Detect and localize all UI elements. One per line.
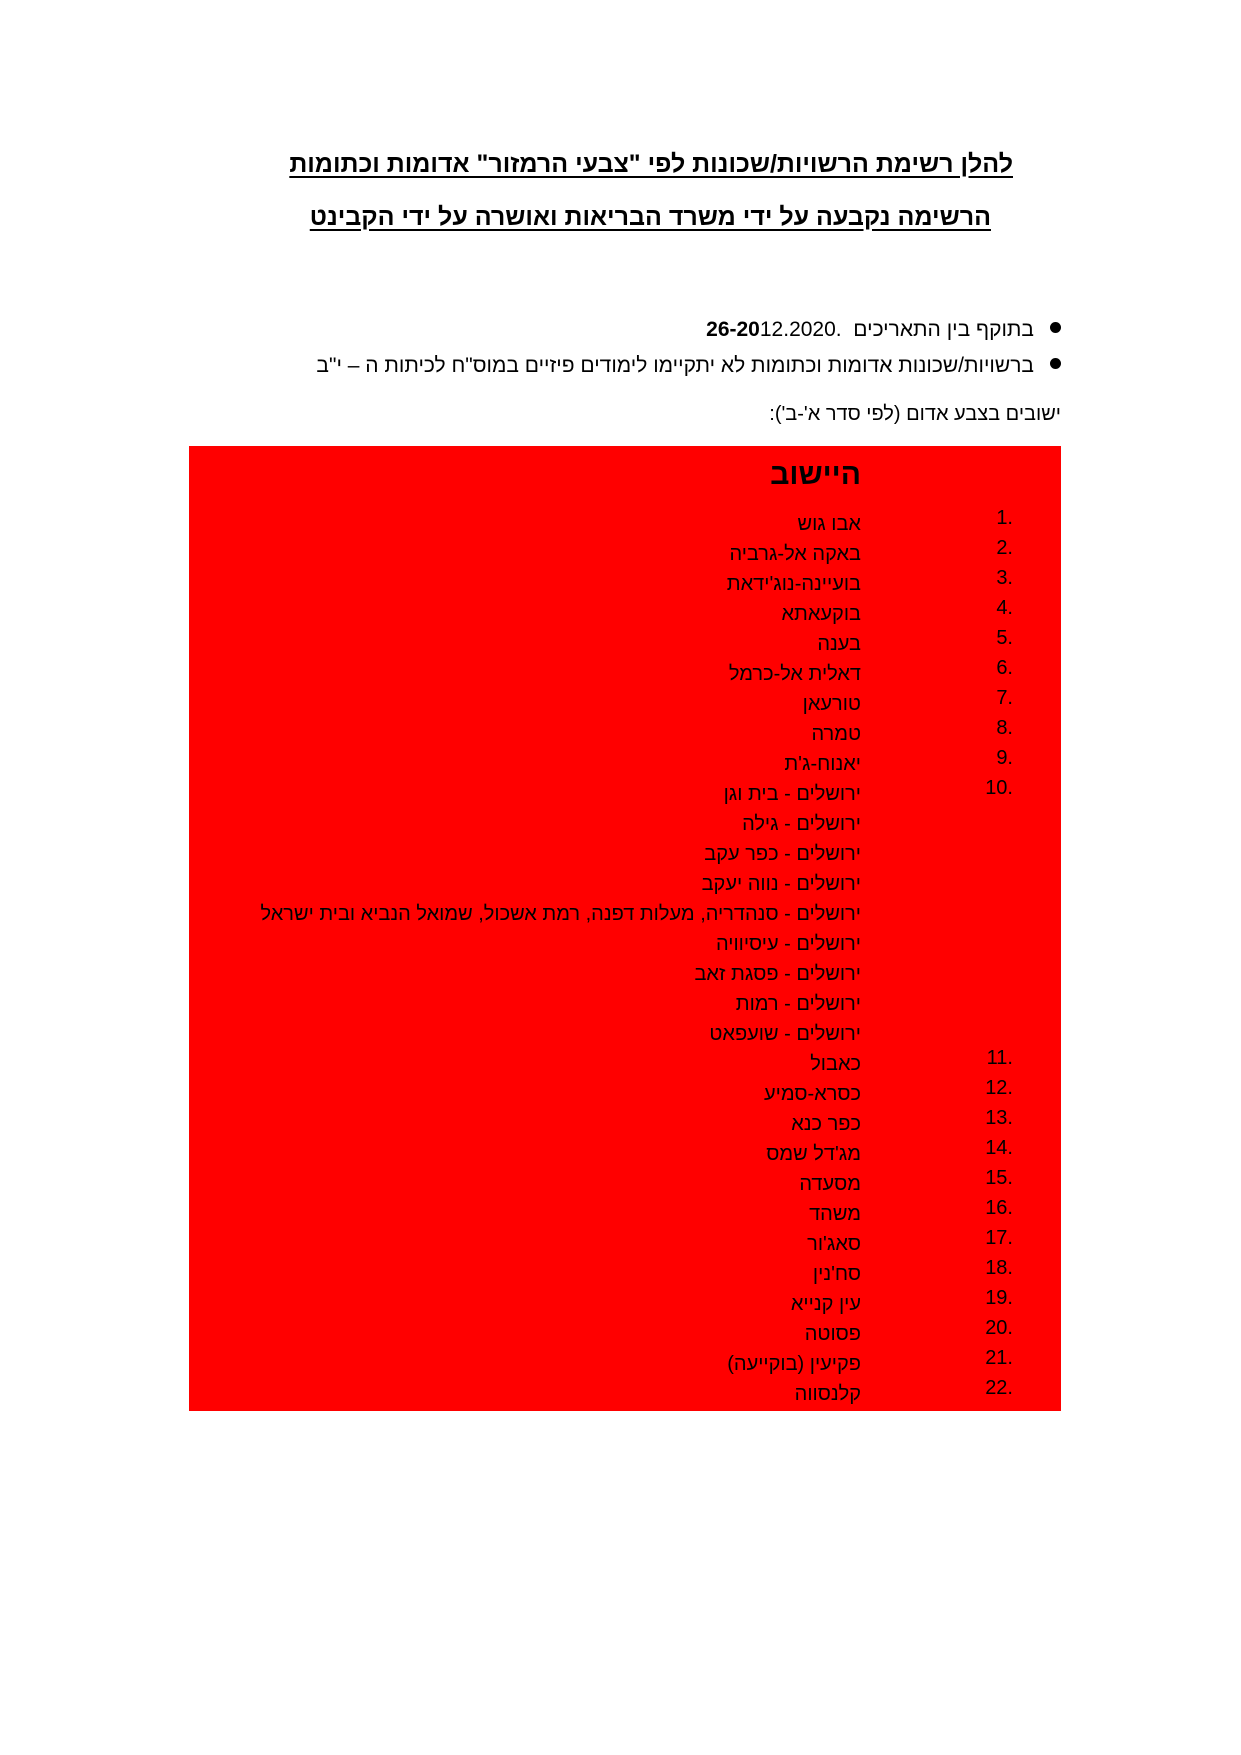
town-name: יאנוח-ג'ת	[784, 753, 861, 775]
table-row	[189, 687, 1061, 723]
town-name: ירושלים - רמות	[735, 993, 861, 1015]
town-name: ירושלים - כפר עקב	[704, 843, 861, 865]
row-number: 12.	[985, 1077, 1013, 1099]
town-name: טמרה	[811, 723, 861, 745]
bullet-dot-icon	[1050, 358, 1061, 369]
row-number: 11.	[986, 1047, 1013, 1069]
bullet-no-classes-text: ברשויות/שכונות אדומות וכתומות לא יתקיימו לימודים פיזיים במוס"ח לכיתות ה – י"ב	[316, 354, 1034, 377]
table-row	[189, 1167, 1061, 1203]
heading-line-1: להלן רשימת הרשויות/שכונות לפי "צבעי הרמזור" אדומות וכתומות	[289, 150, 1013, 178]
red-towns-table	[189, 446, 1061, 1411]
table-row	[189, 843, 1061, 873]
table-row	[189, 903, 1061, 933]
table-row	[189, 1377, 1061, 1413]
table-row	[189, 1023, 1061, 1053]
table-row	[189, 537, 1061, 573]
table-header: היישוב	[770, 458, 861, 491]
town-name: כפר כנא	[791, 1113, 861, 1135]
row-number: 6.	[996, 657, 1013, 679]
table-row	[189, 1227, 1061, 1263]
row-number: 18.	[985, 1257, 1013, 1279]
table-row	[189, 1107, 1061, 1143]
town-name: ירושלים - בית וגן	[723, 783, 861, 805]
table-row	[189, 813, 1061, 843]
table-row	[189, 627, 1061, 663]
row-number: 9.	[996, 747, 1013, 769]
town-name: ירושלים - שועפאט	[709, 1023, 861, 1045]
row-number: 1.	[996, 507, 1013, 529]
row-number: 10.	[985, 777, 1013, 799]
town-name: עין קנייא	[790, 1293, 861, 1315]
town-name: סאג'ור	[807, 1233, 861, 1255]
row-number: 2.	[996, 537, 1013, 559]
town-name: דאלית אל-כרמל	[728, 663, 861, 685]
town-name: בענה	[817, 633, 861, 655]
table-row	[189, 597, 1061, 633]
town-name: ירושלים - פסגת זאב	[694, 963, 861, 985]
row-number: 17.	[985, 1227, 1013, 1249]
town-name: כסרא-סמיע	[763, 1083, 861, 1105]
bullet-dates	[706, 318, 1061, 342]
row-number: 14.	[985, 1137, 1013, 1159]
red-list-intro: ישובים בצבע אדום (לפי סדר א'-ב'):	[769, 403, 1061, 425]
town-name: בועיינה-נוג'ידאת	[726, 573, 861, 595]
table-row	[189, 1347, 1061, 1383]
bullet-no-classes	[316, 354, 1061, 378]
row-number: 4.	[996, 597, 1013, 619]
table-row	[189, 657, 1061, 693]
row-number: 22.	[985, 1377, 1013, 1399]
table-row	[189, 1077, 1061, 1113]
table-row	[189, 993, 1061, 1023]
bullet-dates-text: בתוקף בין התאריכים	[853, 318, 1034, 341]
row-number: 8.	[996, 717, 1013, 739]
table-row	[189, 747, 1061, 783]
town-name: באקה אל-גרביה	[729, 543, 861, 565]
table-row	[189, 717, 1061, 753]
town-name: כאבול	[810, 1053, 861, 1075]
town-name: ירושלים - עיסיוויה	[715, 933, 861, 955]
row-number: 21.	[985, 1347, 1013, 1369]
row-number: 5.	[996, 627, 1013, 649]
row-number: 15.	[985, 1167, 1013, 1189]
town-name: ירושלים - גילה	[742, 813, 861, 835]
town-name: טורעאן	[802, 693, 861, 715]
table-row	[189, 1137, 1061, 1173]
table-row	[189, 1047, 1061, 1083]
town-name: קלנסווה	[794, 1383, 861, 1405]
row-number: 13.	[985, 1107, 1013, 1129]
row-number: 20.	[985, 1317, 1013, 1339]
row-number: 16.	[985, 1197, 1013, 1219]
table-row	[189, 873, 1061, 903]
town-name: אבו גוש	[797, 513, 861, 535]
town-name: ירושלים - נווה יעקב	[701, 873, 861, 895]
date-range	[706, 318, 841, 341]
table-row	[189, 1257, 1061, 1293]
date-range-days: 26-20	[706, 318, 760, 341]
table-row	[189, 777, 1061, 813]
table-row	[189, 1287, 1061, 1323]
town-name: מסעדה	[799, 1173, 861, 1195]
town-name: בוקעאתא	[781, 603, 861, 625]
table-row	[189, 567, 1061, 603]
heading-line-2: הרשימה נקבעה על ידי משרד הבריאות ואושרה על ידי הקבינט	[309, 203, 991, 231]
table-row	[189, 507, 1061, 543]
town-name: משהד	[809, 1203, 861, 1225]
table-row	[189, 1317, 1061, 1353]
town-name: פסוטה	[804, 1323, 861, 1345]
row-number: 19.	[985, 1287, 1013, 1309]
town-name: סח'נין	[812, 1263, 861, 1285]
table-row	[189, 963, 1061, 993]
row-number: 3.	[996, 567, 1013, 589]
row-number: 7.	[996, 687, 1013, 709]
date-range-month-year: 12.2020.	[759, 318, 842, 341]
bullet-dot-icon	[1050, 322, 1061, 333]
town-name: ירושלים - סנהדריה, מעלות דפנה, רמת אשכול, שמואל הנביא ובית ישראל	[260, 903, 861, 925]
town-name: מג'דל שמס	[766, 1143, 861, 1165]
town-name: פקיעין (בוקייעה)	[727, 1353, 861, 1375]
table-row	[189, 1197, 1061, 1233]
table-row	[189, 933, 1061, 963]
